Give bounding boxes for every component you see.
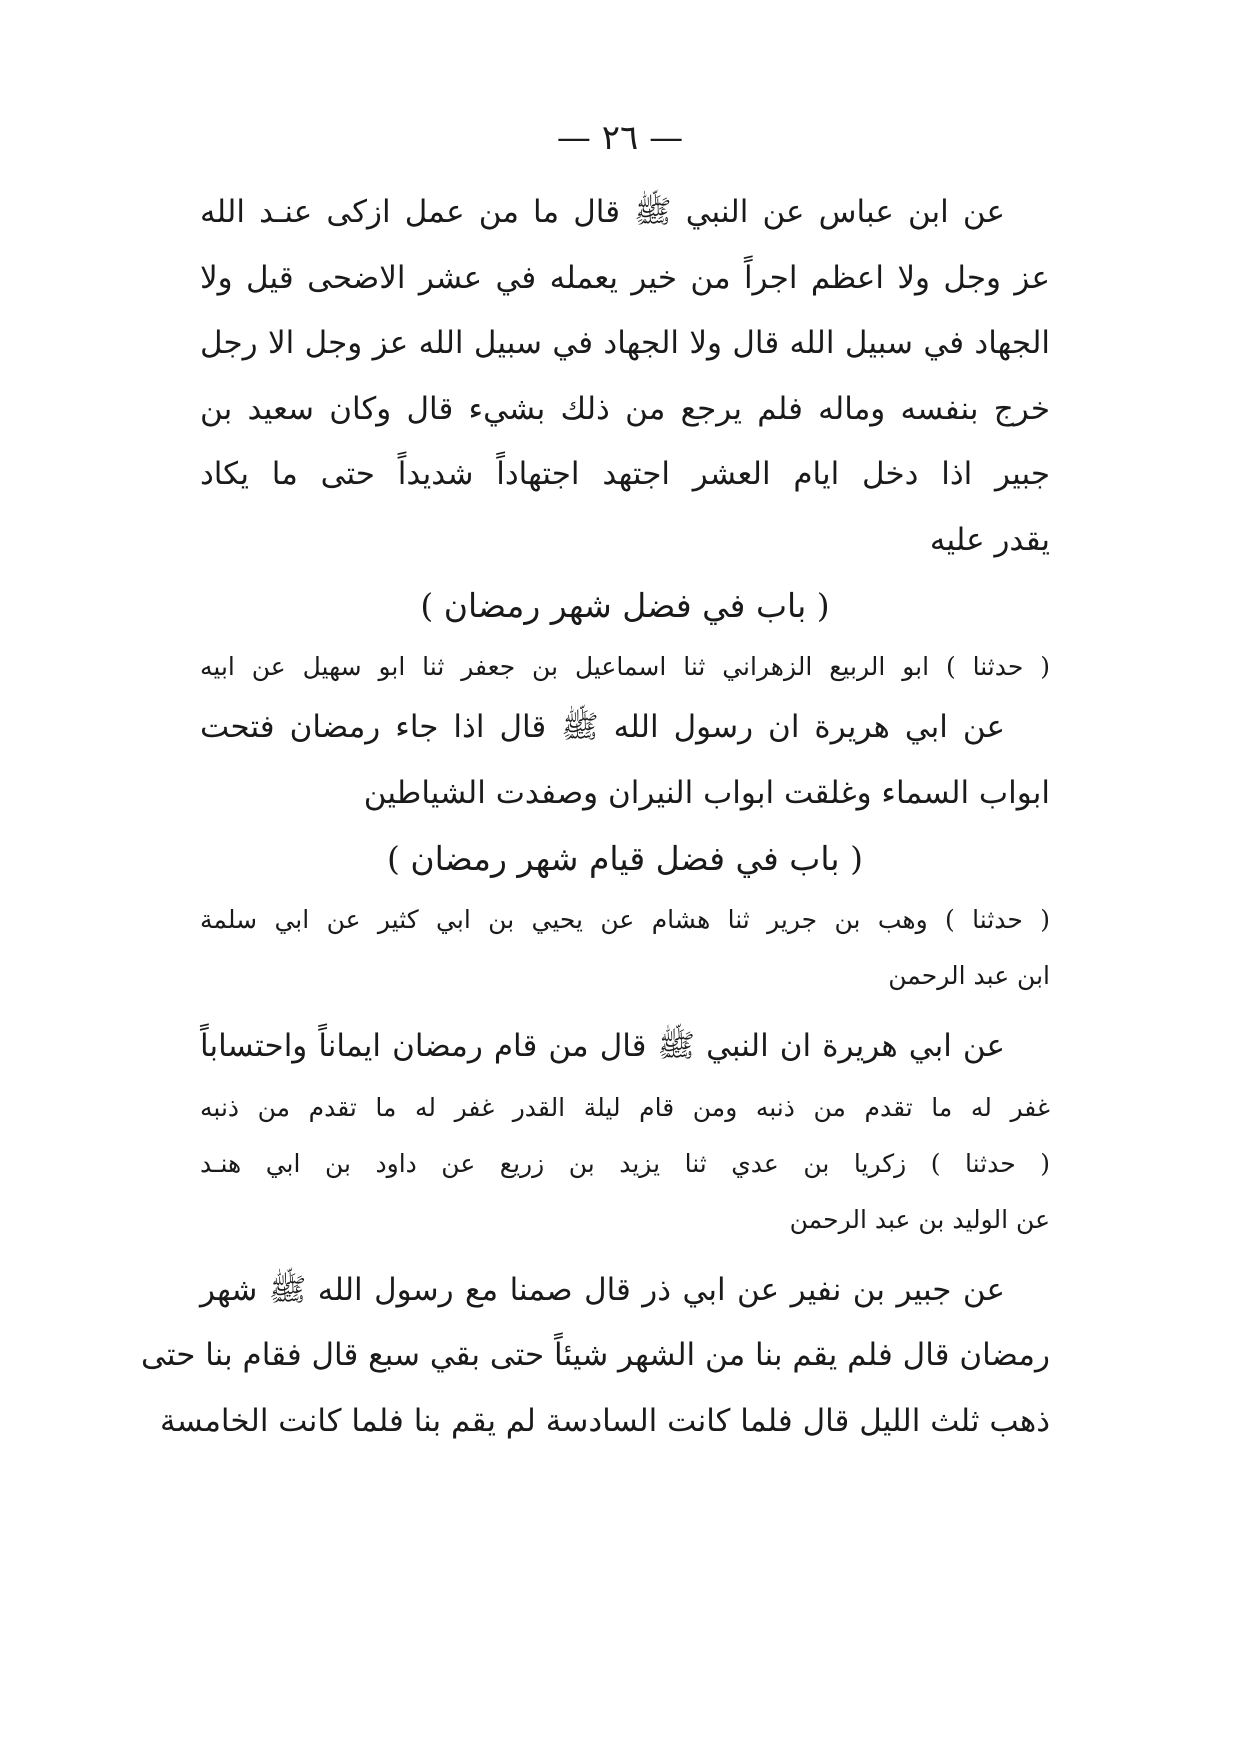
text-line: يقدر عليه: [929, 521, 1050, 558]
isnad-line: ( حدثنا ) ابو الربيع الزهراني ثنا اسماعيل بن جعفر ثنا ابو سهيل عن ابيه: [200, 652, 1050, 681]
text-line: غفر له ما تقدم من ذنبه ومن قام ليلة القدر غفر له ما تقدم من ذنبه: [200, 1092, 1050, 1122]
isnad-line: ابن عبد الرحمن: [888, 961, 1050, 990]
text-line: ابواب السماء وغلقت ابواب النيران وصفدت الشياطين: [363, 774, 1050, 811]
isnad-line: عن الوليد بن عبد الرحمن: [789, 1204, 1050, 1234]
text-line: ذهب ثلث الليل قال فلما كانت السادسة لم يقم بنا فلما كانت الخامسة: [160, 1402, 1050, 1439]
text-line: الجهاد في سبيل الله قال ولا الجهاد في سبيل الله عز وجل الا رجل: [200, 325, 1050, 361]
text-line: عن ابن عباس عن النبي ﷺ قال ما من عمل ازكى عنـد الله: [200, 194, 1005, 230]
isnad-line: ( حدثنا ) زكريا بن عدي ثنا يزيد بن زريع عن داود بن ابي هنـد: [200, 1148, 1050, 1178]
text-line: خرج بنفسه وماله فلم يرجع من ذلك بشيء قال وكان سعيد بن: [200, 390, 1050, 427]
text-column: [141, 180, 1050, 1454]
text-line: جبير اذا دخل ايام العشر اجتهد اجتهاداً شديداً حتى ما يكاد: [200, 456, 1050, 492]
section-heading: ( باب في فضل قيام شهر رمضان ): [387, 839, 863, 878]
text-line: رمضان قال فلم يقم بنا من الشهر شيئاً حتى بقي سبع قال فقام بنا حتى: [141, 1337, 1050, 1373]
section-heading: ( باب في فضل شهر رمضان ): [420, 586, 830, 625]
spacer: [200, 1248, 1050, 1258]
text-line: عز وجل ولا اعظم اجراً من خير يعمله في عشر الاضحى قيل ولا: [200, 259, 1050, 296]
spacer: [200, 1004, 1050, 1014]
text-line: عن ابي هريرة ان النبي ﷺ قال من قام رمضان ايماناً واحتساباً: [200, 1028, 1005, 1064]
page-number: — ٢٦ —: [556, 118, 684, 158]
text-line: عن ابي هريرة ان رسول الله ﷺ قال اذا جاء رمضان فتحت: [200, 709, 1005, 745]
text-line: عن جبير بن نفير عن ابي ذر قال صمنا مع رسول الله ﷺ شهر: [200, 1271, 1005, 1308]
isnad-line: ( حدثنا ) وهب بن جرير ثنا هشام عن يحيي بن ابي كثير عن ابي سلمة: [200, 905, 1050, 934]
